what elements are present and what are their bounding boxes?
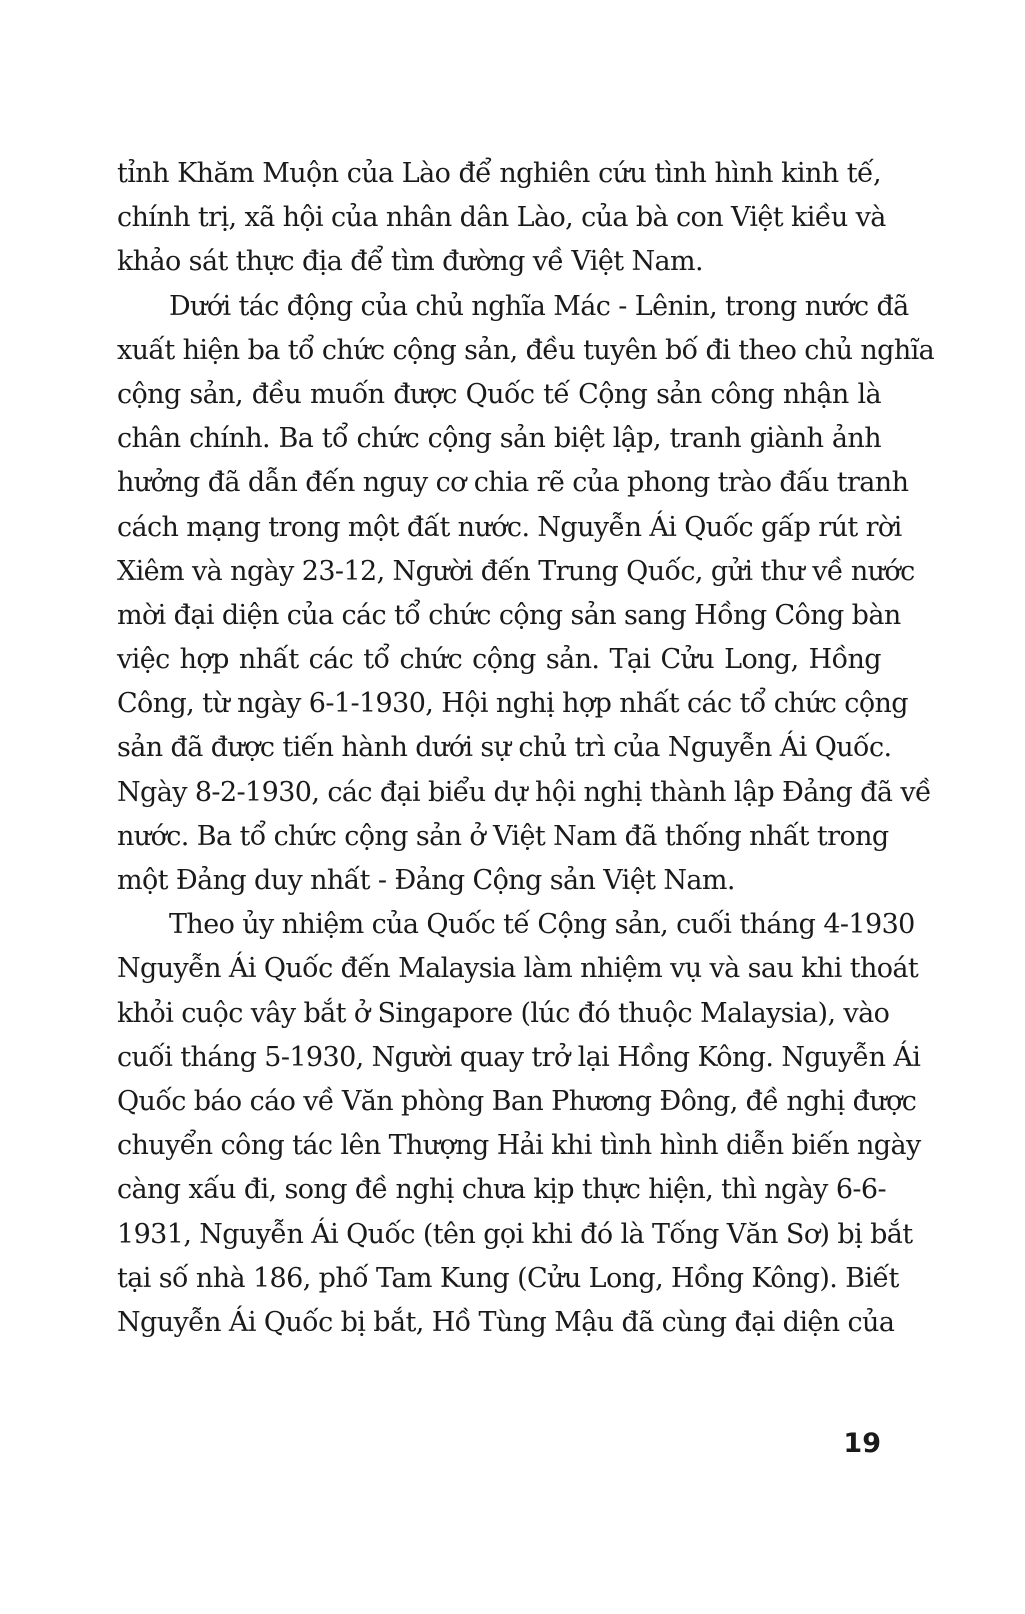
text-line: Xiêm và ngày 23-12, Người đến Trung Quốc, gửi thư về nước <box>117 555 915 587</box>
text-line: càng xấu đi, song đề nghị chưa kịp thực hiện, thì ngày 6-6- <box>117 1174 887 1206</box>
text-line: Dưới tác động của chủ nghĩa Mác - Lênin, trong nước đã <box>169 290 909 322</box>
text-line: cộng sản, đều muốn được Quốc tế Cộng sản công nhận là <box>117 378 881 410</box>
text-line: Công, từ ngày 6-1-1930, Hội nghị hợp nhất các tổ chức cộng <box>117 688 908 720</box>
text-line: việc hợp nhất các tổ chức cộng sản. Tại Cửu Long, Hồng <box>117 644 881 676</box>
text-line: xuất hiện ba tổ chức cộng sản, đều tuyên bố đi theo chủ nghĩa <box>117 334 935 366</box>
body-text <box>117 152 935 1345</box>
paragraph <box>117 903 921 1345</box>
paragraph <box>117 152 886 285</box>
text-line: Nguyễn Ái Quốc bị bắt, Hồ Tùng Mậu đã cùng đại diện của <box>117 1306 895 1338</box>
text-line: Nguyễn Ái Quốc đến Malaysia làm nhiệm vụ và sau khi thoát <box>117 953 919 985</box>
text-line: cuối tháng 5-1930, Người quay trở lại Hồng Kông. Nguyễn Ái <box>117 1041 921 1073</box>
text-line: một Đảng duy nhất - Đảng Cộng sản Việt Nam. <box>117 865 735 896</box>
text-line: chính trị, xã hội của nhân dân Lào, của bà con Việt kiều và <box>117 202 886 234</box>
text-line: hưởng đã dẫn đến nguy cơ chia rẽ của phong trào đấu tranh <box>117 467 909 499</box>
text-line: 1931, Nguyễn Ái Quốc (tên gọi khi đó là Tống Văn Sơ) bị bắt <box>117 1218 913 1250</box>
text-line: khỏi cuộc vây bắt ở Singapore (lúc đó thuộc Malaysia), vào <box>117 997 890 1029</box>
text-line: tỉnh Khăm Muộn của Lào để nghiên cứu tình hình kinh tế, <box>117 158 881 189</box>
text-line: chuyển công tác lên Thượng Hải khi tình hình diễn biến ngày <box>117 1130 921 1162</box>
text-line: sản đã được tiến hành dưới sự chủ trì của Nguyễn Ái Quốc. <box>117 732 892 764</box>
text-line: khảo sát thực địa để tìm đường về Việt Nam. <box>117 246 703 278</box>
text-line: chân chính. Ba tổ chức cộng sản biệt lập, tranh giành ảnh <box>117 423 881 455</box>
text-line: cách mạng trong một đất nước. Nguyễn Ái Quốc gấp rút rời <box>117 511 902 543</box>
text-line: Ngày 8-2-1930, các đại biểu dự hội nghị thành lập Đảng đã về <box>117 776 932 808</box>
page-number: 19 <box>843 1428 881 1459</box>
text-line: Quốc báo cáo về Văn phòng Ban Phương Đông, đề nghị được <box>117 1085 917 1117</box>
text-line: tại số nhà 186, phố Tam Kung (Cửu Long, Hồng Kông). Biết <box>117 1262 899 1294</box>
paragraph <box>117 285 935 904</box>
text-line: nước. Ba tổ chức cộng sản ở Việt Nam đã thống nhất trong <box>117 820 889 852</box>
text-line: Theo ủy nhiệm của Quốc tế Cộng sản, cuối tháng 4-1930 <box>169 909 915 941</box>
text-line: mời đại diện của các tổ chức cộng sản sang Hồng Công bàn <box>117 599 901 631</box>
